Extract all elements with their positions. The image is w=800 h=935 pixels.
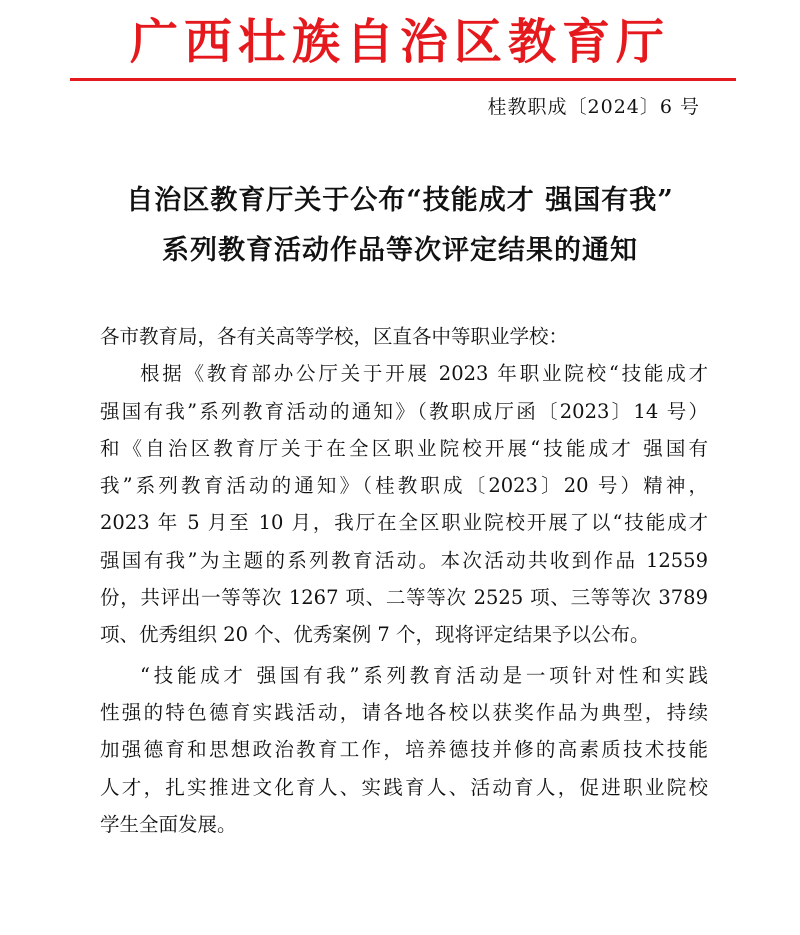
header-red-rule [70, 78, 736, 81]
paragraph-2-line: 人才，扎实推进文化育人、实践育人、活动育人，促进职业院校 [100, 775, 708, 799]
paragraph-2-line: 学生全面发展。 [100, 812, 237, 836]
notice-body [100, 318, 708, 843]
document-number: 桂教职成〔2024〕6 号 [487, 96, 700, 118]
paragraph-2-line: 性强的特色德育实践活动，请各地各校以获奖作品为典型，持续 [100, 700, 708, 724]
paragraph-1-line: 强国有我”系列教育活动的通知》（教职成厅函〔2023〕14 号） [100, 399, 708, 423]
paragraph-2-line: “技能成才 强国有我”系列教育活动是一项针对性和实践 [140, 663, 708, 687]
salutation: 各市教育局，各有关高等学校，区直各中等职业学校： [100, 325, 569, 348]
paragraph-1-line: 项、优秀组织 20 个、优秀案例 7 个，现将评定结果予以公布。 [100, 623, 650, 647]
paragraph-1-line: 和《自治区教育厅关于在全区职业院校开展“技能成才 强国有 [100, 436, 708, 460]
paragraph-1-line: 我”系列教育活动的通知》（桂教职成〔2023〕20 号）精神， [100, 474, 708, 498]
notice-title-line-1: 自治区教育厅关于公布“技能成才 强国有我” [126, 185, 674, 216]
paragraph-1-line: 2023 年 5 月至 10 月，我厅在全区职业院校开展了以“技能成才 [100, 511, 708, 535]
notice-title-line-2: 系列教育活动作品等次评定结果的通知 [162, 235, 638, 266]
notice-title [0, 176, 800, 276]
paragraph-1-line: 根据《教育部办公厅关于开展 2023 年职业院校“技能成才 [140, 362, 708, 386]
paragraph-1-line: 份，共评出一等等次 1267 项、二等等次 2525 项、三等等次 3789 [100, 586, 708, 610]
paragraph-2-line: 加强德育和思想政治教育工作，培养德技并修的高素质技术技能 [100, 738, 708, 762]
paragraph-1-line: 强国有我”为主题的系列教育活动。本次活动共收到作品 12559 [100, 548, 708, 572]
issuing-authority-header: 广西壮族自治区教育厅 [129, 14, 670, 70]
